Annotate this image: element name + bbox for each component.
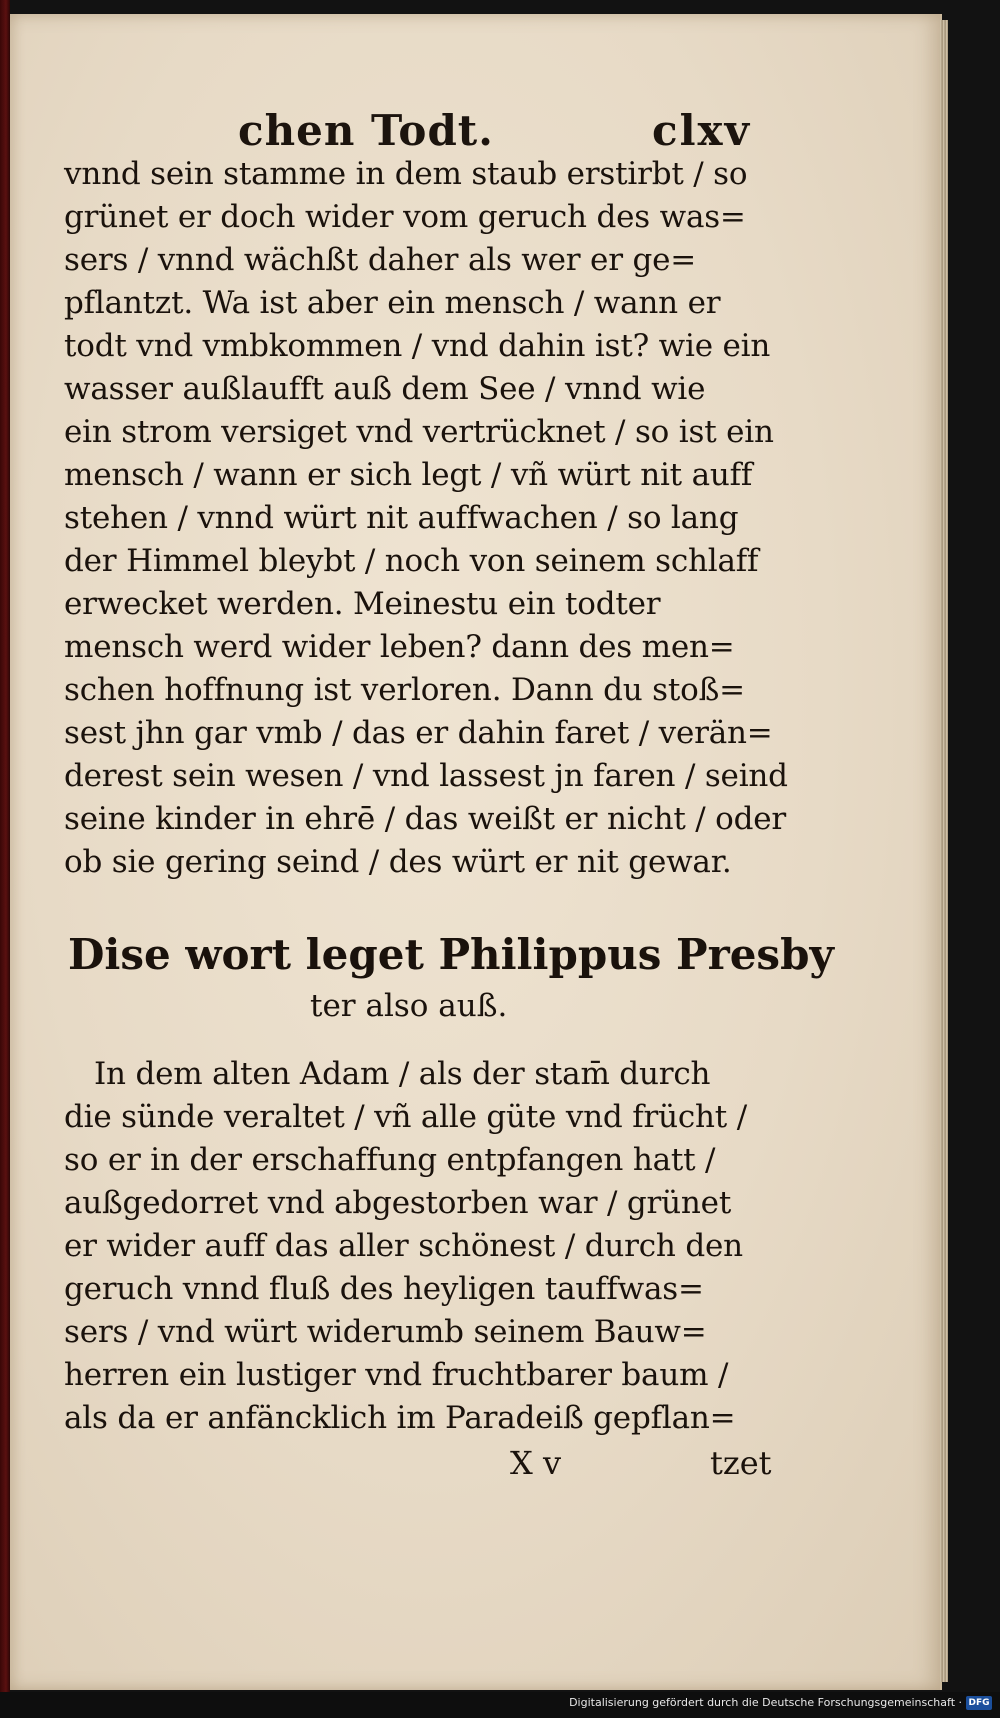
text-line: ob sie gering seind / des würt er nit gewar. xyxy=(64,844,732,880)
text-line: derest sein wesen / vnd lassest jn faren / seind xyxy=(64,758,788,794)
folio-number: clxv xyxy=(652,106,751,155)
text-line: geruch vnnd fluß des heyligen tauffwas= xyxy=(64,1271,704,1307)
text-line: grünet er doch wider vom geruch des was= xyxy=(64,199,746,235)
running-title: chen Todt. xyxy=(238,106,494,155)
text-line: pflantzt. Wa ist aber ein mensch / wann er xyxy=(64,285,721,321)
book-page xyxy=(10,14,942,1690)
text-line: wasser außlaufft auß dem See / vnnd wie xyxy=(64,371,706,407)
text-line: als da er anfäncklich im Paradeiß gepflan= xyxy=(64,1400,736,1436)
text-line: mensch / wann er sich legt / vñ würt nit auff xyxy=(64,457,753,493)
text-line: todt vnd vmbkommen / vnd dahin ist? wie ein xyxy=(64,328,771,364)
text-line: stehen / vnnd würt nit auffwachen / so lang xyxy=(64,500,739,536)
text-line: sest jhn gar vmb / das er dahin faret / verän= xyxy=(64,715,773,751)
text-line: In dem alten Adam / als der stam̄ durch xyxy=(94,1056,711,1092)
text-line: außgedorret vnd abgestorben war / grünet xyxy=(64,1185,732,1221)
text-line: sers / vnd würt widerumb seinem Bauw= xyxy=(64,1314,707,1350)
text-line: schen hoffnung ist verloren. Dann du stoß= xyxy=(64,672,745,708)
text-line: er wider auff das aller schönest / durch den xyxy=(64,1228,743,1264)
text-line: so er in der erschaffung entpfangen hatt / xyxy=(64,1142,716,1178)
text-line: mensch werd wider leben? dann des men= xyxy=(64,629,735,665)
text-line: die sünde veraltet / vñ alle güte vnd frücht / xyxy=(64,1099,747,1135)
page-stack-edge xyxy=(940,20,948,1682)
signature-mark: X v xyxy=(510,1444,562,1482)
text-line: sers / vnnd wächßt daher als wer er ge= xyxy=(64,242,697,278)
text-line: herren ein lustiger vnd fruchtbarer baum / xyxy=(64,1357,729,1393)
section-heading: Dise wort leget Philippus Presby xyxy=(68,930,834,979)
text-line: der Himmel bleybt / noch von seinem schlaff xyxy=(64,543,759,579)
text-line: vnnd sein stamme in dem staub erstirbt / so xyxy=(64,156,748,192)
text-line: seine kinder in ehrē / das weißt er nicht / oder xyxy=(64,801,787,837)
text-line: erwecket werden. Meinestu ein todter xyxy=(64,586,661,622)
footer-band xyxy=(0,1692,1000,1718)
catchword: tzet xyxy=(710,1444,772,1482)
binding-edge xyxy=(0,0,10,1718)
section-heading-continued: ter also auß. xyxy=(310,988,508,1024)
funding-note: Digitalisierung gefördert durch die Deutsche Forschungsgemeinschaft · xyxy=(569,1696,962,1709)
dfg-logo: DFG xyxy=(966,1696,992,1710)
text-line: ein strom versiget vnd vertrücknet / so ist ein xyxy=(64,414,774,450)
